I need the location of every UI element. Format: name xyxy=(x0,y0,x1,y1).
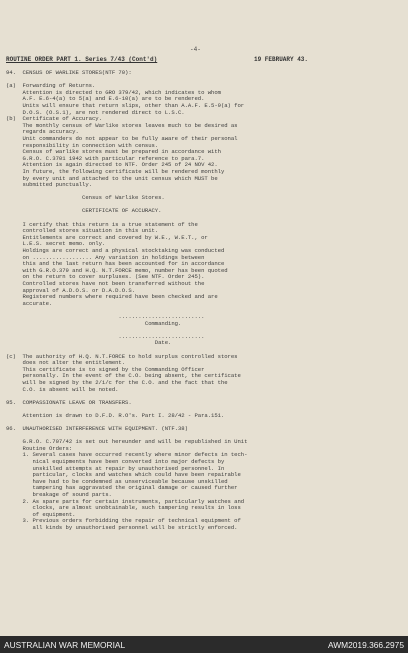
document-line: This certificate is to signed by the Commanding Officer xyxy=(6,365,205,373)
document-line: Unit commanders do not appear to be fully aware of their personal xyxy=(6,134,238,142)
document-line: responsibility in connection with census. xyxy=(6,141,159,149)
document-line: (a) Forwarding of Returns. xyxy=(6,82,96,90)
document-line: tampering has aggravated the original damage or caused further xyxy=(6,484,238,492)
document-line: does not alter the entitlement. xyxy=(6,359,126,367)
document-line: will be signed by the 2/i/c for the C.O. and the fact that the xyxy=(6,378,228,386)
document-line: this and the last return has been accounted for in accordance xyxy=(6,260,225,268)
document-line: 3. Previous orders forbidding the repair of technical equipment of xyxy=(6,517,241,525)
document-line: have had to be condemned as unserviceable because unskilled xyxy=(6,477,228,485)
document-line: unskilled attempts at repair by unauthorised personnel. In xyxy=(6,464,225,472)
document-line: D.O.S. (O.S.1), are not rendered direct to L.S.C. xyxy=(6,108,185,116)
document-line: personally. In the event of the C.O. being absent, the certificate xyxy=(6,372,241,380)
document-line: .......................... xyxy=(6,312,205,320)
document-line: Controlled stores have not been transferred without the xyxy=(6,280,205,287)
document-line: controlled stores situation in this unit. xyxy=(6,227,159,235)
document-line: Census of Warlike Stores. xyxy=(6,194,165,202)
document-line: (c) The authority of H.Q. N.T.FORCE to hold surplus controlled stores xyxy=(6,352,238,360)
document-line: approval of A.D.O.S. or D.A.D.O.S. xyxy=(6,286,135,294)
footer-credit: AUSTRALIAN WAR MEMORIAL xyxy=(4,640,126,650)
document-line: all kinds by unauthorised personnel will be strictly enforced. xyxy=(6,523,238,531)
header-left: ROUTINE ORDER PART 1. Series 7/43 (Cont'd) xyxy=(6,56,158,63)
document-line: particular, clocks and watches which could have been repairable xyxy=(6,471,241,479)
header-date: 19 FEBRUARY 43. xyxy=(254,56,309,63)
document-line: Registered numbers where required have been checked and are xyxy=(6,293,218,301)
document-line: Census of warlike stores must be prepared in accordance with xyxy=(6,148,221,156)
document-line: accurate. xyxy=(6,299,53,307)
document-line: on the return to cover surpluses. (See NTF. Order 245). xyxy=(6,273,205,281)
document-line: .......................... xyxy=(6,332,205,340)
document-line: CERTIFICATE OF ACCURACY. xyxy=(6,207,162,215)
document-line: A.F. E.6-4(a) to 5(a) and E.6-10(a) are to be rendered. xyxy=(6,95,205,103)
document-line: breakage of sound parts. xyxy=(6,491,112,498)
document-line: clocks, are almost unobtainable, such tampering results in loss xyxy=(6,504,241,512)
document-line: Entitlements are correct and covered by W.E., W.E.T., or xyxy=(6,233,208,241)
document-line: Attention is drawn to D.F.D. R.O's. Part I. 28/42 - Para.151. xyxy=(6,411,225,419)
page-number: -4- xyxy=(190,46,201,53)
document-line: 2. As spare parts for certain instruments, particularly watches and xyxy=(6,497,245,505)
document-line: on .................. Any variation in holdings between xyxy=(6,253,205,261)
document-line: G.R.O. C.707/42 is set out hereunder and will be republished in Unit xyxy=(6,438,248,446)
document-line: regards accuracy. xyxy=(6,128,79,136)
document-line: In future, the following certificate will be rendered monthly xyxy=(6,167,225,175)
document-line: C.O. is absent will be noted. xyxy=(6,385,119,393)
document-line: G.R.O. C.3701 1942 with particular reference to para.7. xyxy=(6,154,205,162)
document-line: (b) Certificate of Accuracy. xyxy=(6,115,102,123)
document-line: of equipment. xyxy=(6,510,76,518)
document-line: submitted punctually. xyxy=(6,181,92,189)
document-line: Attention is directed to GRO 379/42, which indicates to whom xyxy=(6,88,221,96)
document-line: Attention is again directed to NTF. Order 245 of 24 NOV 42. xyxy=(6,161,218,169)
document-line: with G.R.O.379 and H.Q. N.T.FORCE memo, number has been quoted xyxy=(6,266,228,274)
document-line: Commanding. xyxy=(6,319,182,327)
document-line: L.E.S. secret memo. only. xyxy=(6,240,106,248)
document-line: nical equipments have been converted into major defects by xyxy=(6,458,225,466)
document-body xyxy=(6,70,404,532)
footer-bar xyxy=(0,636,408,653)
document-line: Date. xyxy=(6,339,172,347)
document-line: Units will ensure that return slips, other than A.A.F. E.5-9(a) for xyxy=(6,101,245,109)
document-line: Holdings are correct and a physical stocktaking was conducted xyxy=(6,247,225,255)
document-line: 95. COMPASSIONATE LEAVE OR TRANSFERS. xyxy=(6,398,132,406)
document-line: The monthly census of Warlike stores leaves much to be desired as xyxy=(6,121,238,129)
document-line: 94. CENSUS OF WARLIKE STORES(NTF 70): xyxy=(6,69,132,76)
footer-accession: AWM2019.366.2975 xyxy=(327,640,404,650)
document-line: Routine Orders: xyxy=(6,444,73,452)
document-line: 1. Several cases have occurred recently where minor defects in tech- xyxy=(6,451,248,459)
document-line: 96. UNAUTHORISED INTERFERENCE WITH EQUIPMENT. (NTF.38) xyxy=(6,425,188,433)
document-line: I certify that this return is a true statement of the xyxy=(6,220,198,228)
document-line: by every unit and attached to the unit census which MUST be xyxy=(6,174,218,182)
